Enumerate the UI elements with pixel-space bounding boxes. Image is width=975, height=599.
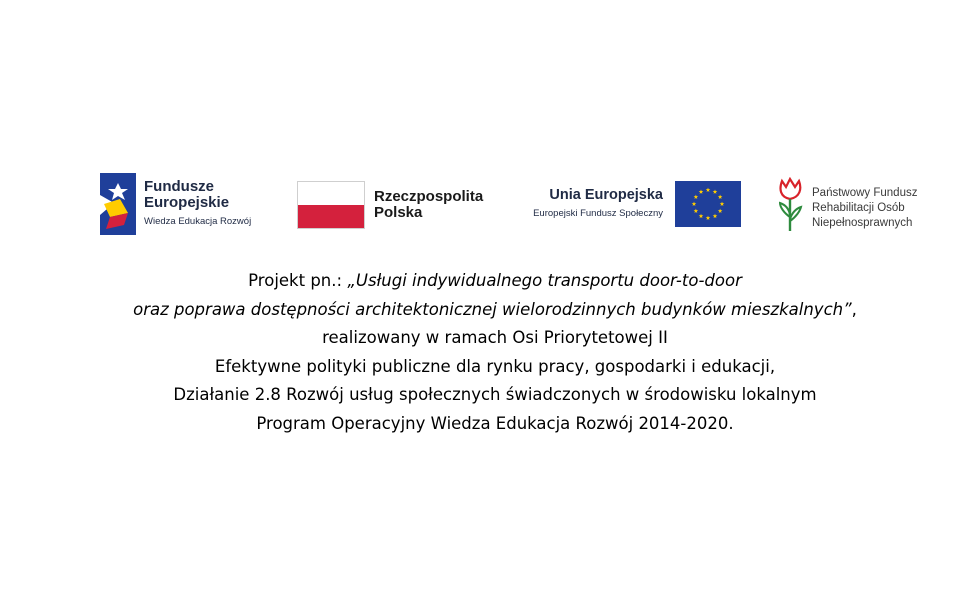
rp-line2: Polska xyxy=(374,204,423,221)
project-line4: Efektywne polityki publiczne dla rynku pracy, gospodarki i edukacji, xyxy=(214,356,776,376)
eu-line2: Europejski Fundusz Społeczny xyxy=(533,208,663,219)
fundusze-europejskie-logo xyxy=(100,173,270,235)
logos-bar xyxy=(0,0,975,240)
fundusze-europejskie-emblem-icon xyxy=(100,173,140,235)
pfron-line3: Niepełnosprawnych xyxy=(812,217,913,229)
project-line6: Program Operacyjny Wiedza Edukacja Rozwój 2014-2020. xyxy=(256,413,734,433)
project-title-part1: „Usługi indywidualnego transportu door-to-door xyxy=(347,271,742,290)
fe-line2: Europejskie xyxy=(144,194,230,211)
project-title-suffix: , xyxy=(851,299,857,319)
project-title-line2 xyxy=(60,296,930,325)
eu-flag-icon xyxy=(675,181,741,227)
project-title-part2: oraz poprawa dostępności architektonicznej wielorodzinnych budynków mieszkalnych” xyxy=(133,299,852,319)
project-description xyxy=(60,267,930,439)
rzeczpospolita-polska-logo xyxy=(297,181,497,229)
pfron-logo xyxy=(776,177,946,235)
project-title-line1 xyxy=(60,267,930,296)
pfron-line2: Rehabilitacji Osób xyxy=(812,202,905,214)
project-line3: realizowany w ramach Osi Priorytetowej II xyxy=(322,328,668,348)
pfron-line1: Państwowy Fundusz xyxy=(812,187,918,199)
project-prefix: Projekt pn.: xyxy=(248,271,348,290)
tulip-icon xyxy=(776,177,806,233)
poland-flag-icon xyxy=(297,181,365,229)
rp-line1: Rzeczpospolita xyxy=(374,188,484,205)
fe-line3: Wiedza Edukacja Rozwój xyxy=(144,216,252,227)
fe-line1: Fundusze xyxy=(144,178,214,195)
eu-line1: Unia Europejska xyxy=(549,187,663,203)
project-line5: Działanie 2.8 Rozwój usług społecznych świadczonych w środowisku lokalnym xyxy=(173,385,817,405)
unia-europejska-logo xyxy=(520,181,745,229)
